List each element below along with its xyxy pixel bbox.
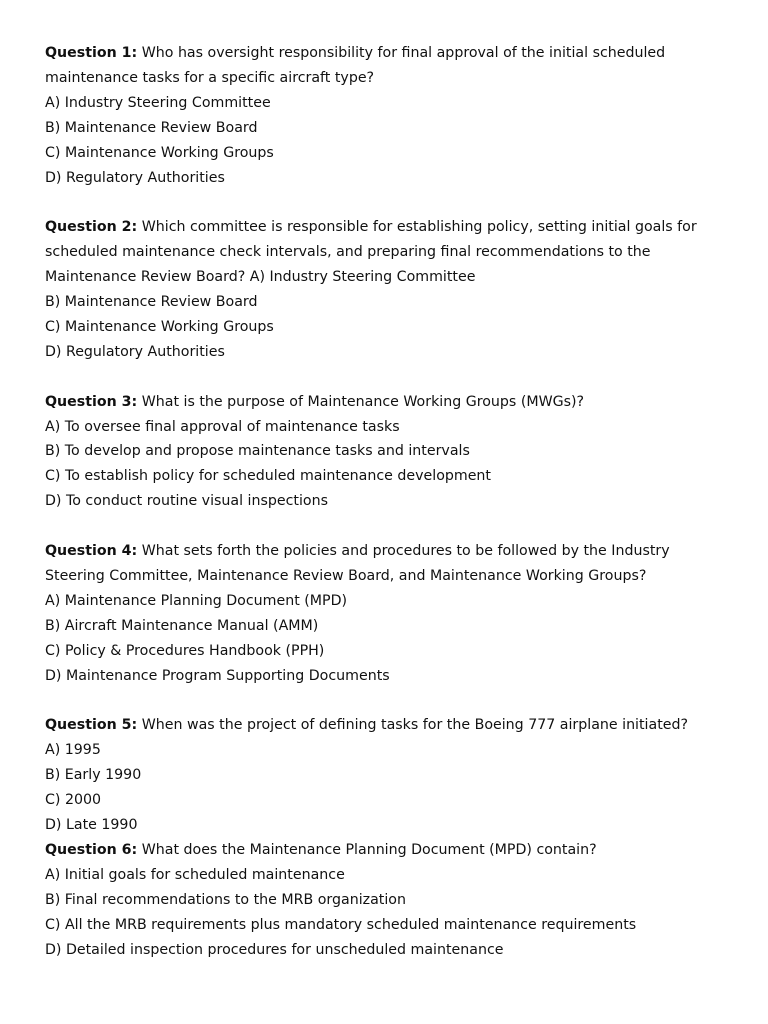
question-6	[45, 838, 728, 963]
question-5-label: Question 5:	[45, 717, 138, 734]
question-2-option-b: B) Maintenance Review Board	[45, 294, 258, 311]
question-6-option-b: B) Final recommendations to the MRB organization	[45, 891, 406, 908]
question-3-text: What is the purpose of Maintenance Working Groups (MWGs)?	[141, 393, 585, 410]
question-4-label: Question 4:	[45, 543, 138, 560]
question-4-option-a: A) Maintenance Planning Document (MPD)	[45, 592, 348, 609]
question-6-option-c: C) All the MRB requirements plus mandatory scheduled maintenance requirements	[45, 916, 637, 933]
question-1-prompt	[45, 41, 728, 91]
question-5-text: When was the project of defining tasks for the Boeing 777 airplane initiated?	[141, 717, 689, 734]
question-3-option-d: D) To conduct routine visual inspections	[45, 493, 328, 510]
question-4-prompt	[45, 539, 728, 589]
question-5-option-d: D) Late 1990	[45, 817, 138, 834]
question-2-text: Which committee is responsible for establishing policy, setting initial goals for scheduled maintenance check intervals, and preparing final recommendations to the Maintenance Review Board? A) Industry Steering Committee	[45, 219, 697, 286]
question-4-option-c: C) Policy & Procedures Handbook (PPH)	[45, 642, 325, 659]
question-2-option-c: C) Maintenance Working Groups	[45, 318, 274, 335]
question-1-text: Who has oversight responsibility for final approval of the initial scheduled maintenance tasks for a specific aircraft type?	[45, 45, 666, 86]
question-5	[45, 713, 728, 838]
question-4	[45, 539, 728, 688]
question-2-label: Question 2:	[45, 219, 138, 236]
question-3-option-b: B) To develop and propose maintenance tasks and intervals	[45, 443, 470, 460]
question-1-option-d: D) Regulatory Authorities	[45, 169, 225, 186]
question-5-option-c: C) 2000	[45, 792, 102, 809]
question-6-option-d: D) Detailed inspection procedures for unscheduled maintenance	[45, 941, 504, 958]
question-1	[45, 41, 728, 190]
question-6-option-a: A) Initial goals for scheduled maintenance	[45, 866, 345, 883]
question-2-option-d: D) Regulatory Authorities	[45, 343, 225, 360]
question-1-option-a: A) Industry Steering Committee	[45, 94, 271, 111]
question-4-text: What sets forth the policies and procedures to be followed by the Industry Steering Committee, Maintenance Review Board, and Maintenance Working Groups?	[45, 543, 670, 584]
question-3	[45, 390, 728, 515]
question-4-option-b: B) Aircraft Maintenance Manual (AMM)	[45, 617, 319, 634]
question-5-option-b: B) Early 1990	[45, 767, 142, 784]
question-1-label: Question 1:	[45, 45, 138, 61]
question-4-option-d: D) Maintenance Program Supporting Documents	[45, 667, 390, 684]
question-1-option-c: C) Maintenance Working Groups	[45, 144, 274, 161]
question-3-prompt	[45, 390, 728, 415]
question-1-option-b: B) Maintenance Review Board	[45, 119, 258, 136]
question-5-option-a: A) 1995	[45, 742, 101, 759]
question-2-prompt	[45, 215, 728, 290]
question-3-option-a: A) To oversee final approval of maintenance tasks	[45, 418, 400, 435]
question-6-text: What does the Maintenance Planning Document (MPD) contain?	[141, 841, 597, 858]
question-6-label: Question 6:	[45, 841, 138, 858]
question-5-prompt	[45, 713, 728, 738]
question-6-prompt	[45, 838, 728, 863]
question-3-option-c: C) To establish policy for scheduled maintenance development	[45, 468, 491, 485]
question-2	[45, 215, 728, 364]
question-3-label: Question 3:	[45, 393, 138, 410]
